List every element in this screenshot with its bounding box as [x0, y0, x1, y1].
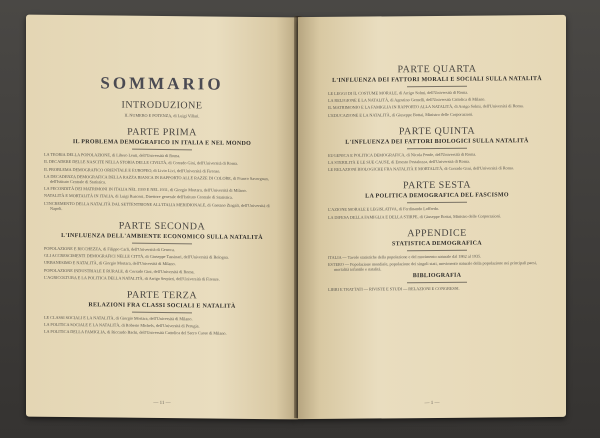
- toc-entry: LA POLITICA SOCIALE E LA NATALITÀ, di Roberto Michels, dell'Università di Perugia.: [44, 322, 200, 329]
- divider: [407, 86, 467, 88]
- toc-entry: LE LEGGI DI IL COSTUME MORALE, di Arrigo Solmi, dell'Università di Roma.: [328, 89, 469, 96]
- toc-entry: IL DECADERE DELLE NASCITE NELLA STORIA DELLE CIVILTÀ, di Corrado Gini, dell'Università di Roma.: [44, 159, 238, 167]
- toc-entry: LA FECONDITÀ DEI MATRIMONI IN ITALIA NEL 1930 E NEL 1931, di Giorgio Mortara, dell'Università di Milano.: [44, 185, 247, 194]
- divider: [132, 243, 192, 245]
- toc-entry: LA POLITICA DELLA FAMIGLIA, di Riccardo Bachi, dell'Università Cattolica del Sacro Cuore di Milano.: [44, 329, 227, 337]
- toc-entry: LA STERILITÀ E LE SUE CAUSE, di Ernesto Pestalozza, dell'Università di Roma.: [328, 158, 470, 165]
- part-title: BIBLIOGRAFIA: [412, 273, 462, 280]
- toc-entry: POPOLAZIONE E RICCHEZZA, di Filippo Carli, dell'Università di Genova.: [44, 245, 175, 253]
- toc-entry: POPOLAZIONE INDUSTRIALE E RURALE, di Corrado Gini, dell'Università di Roma.: [44, 267, 195, 274]
- right-page-content: [298, 15, 566, 419]
- toc-entry: LA DECADENZA DEMOGRAFICA DELLA RAZZA BIANCA IN RAPPORTO ALLE RAZZE DI COLORE, di Franco Savorgnan, dell'Istituto Centrale di Statistica.: [44, 173, 269, 185]
- part-title: LA POLITICA DEMOGRAFICA DEL FASCISMO: [365, 192, 509, 201]
- toc-entry: GLI ACCRESCIMENTI DEMOGRAFICI NELLE CITTÀ, di Giuseppe Tassinari, dell'Università di Bologna.: [44, 252, 229, 260]
- toc-entry: LA DIFESA DELLA FAMIGLIA E DELLA STIRPE, di Giuseppe Bottai, Ministro delle Corporazioni.: [328, 213, 501, 220]
- right-page-number: — 1 —: [424, 400, 440, 407]
- toc-entry: URBANESIMO E NATALITÀ, di Giorgio Mortara, dell'Università di Milano.: [44, 260, 176, 267]
- part-label: APPENDICE: [407, 227, 467, 240]
- toc-entry: ESTERO — Popolazione mondiale, popolazione dei singoli stati, movimento naturale della popolazione nei principali paesi, mortalità infantile e natalità.: [328, 260, 537, 273]
- open-book: [18, 10, 574, 428]
- page-title: SOMMARIO: [100, 73, 224, 94]
- left-page-content: [26, 15, 298, 420]
- toc-entry: L'INCREMENTO DELLA NATALITÀ DAL SETTENTRIONE ALL'ITALIA MERIDIONALE, di Gaetano Zingali, dell'Università di Napoli.: [44, 200, 270, 211]
- divider: [407, 148, 467, 150]
- toc-entry: LE CLASSI SOCIALI E LA NATALITÀ, di Giorgio Mortara, dell'Università di Milano.: [44, 314, 193, 322]
- divider: [132, 149, 192, 151]
- part-label: PARTE QUINTA: [398, 125, 476, 138]
- divider: [407, 202, 467, 204]
- toc-entry: LA TEORIA DELLA POPOLAZIONE, di Libero Lenti, dell'Università di Roma.: [44, 151, 181, 159]
- part-title: STATISTICA DEMOGRAFICA: [392, 240, 482, 248]
- part-title: L'INFLUENZA DEI FATTORI BIOLOGICI SULLA NATALITÀ: [345, 137, 529, 146]
- toc-entry: LA RELIGIONE E LA NATALITÀ, di Agostino Gemelli, dell'Università Cattolica di Milano.: [328, 96, 486, 104]
- toc-entry: LE RELAZIONI BIOLOGICHE FRA NATALITÀ E MORTALITÀ, di Corrado Gini, dell'Università di Roma.: [328, 165, 514, 173]
- part-label: PARTE PRIMA: [127, 126, 197, 139]
- part-label: PARTE TERZA: [126, 289, 198, 302]
- part-title: L'INFLUENZA DEI FATTORI MORALI E SOCIALI SULLA NATALITÀ: [332, 76, 542, 84]
- intro-heading: INTRODUZIONE: [121, 99, 203, 112]
- divider: [132, 312, 192, 314]
- intro-entry: IL NUMERO E POTENZA, di Luigi Villari.: [124, 112, 200, 119]
- toc-entry: EUGENICA E POLITICA DEMOGRAFICA, di Nicola Pende, dell'Università di Roma.: [328, 151, 477, 158]
- toc-entry: IL PROBLEMA DEMOGRAFICO ORIENTALE E EUROPEO, di Livio Livi, dell'Università di Firenze.: [44, 166, 221, 174]
- divider: [407, 282, 467, 284]
- toc-entry: NATALITÀ E MORTALITÀ IN ITALIA, di Luigi Rusconi, Direttore generale dell'Istituto Centrale di Statistica.: [44, 193, 233, 201]
- part-title: IL PROBLEMA DEMOGRAFICO IN ITALIA E NEL MONDO: [72, 139, 252, 148]
- part-title: RELAZIONI FRA CLASSI SOCIALI E NATALITÀ: [88, 302, 236, 310]
- left-page-number: — 11 —: [153, 400, 171, 407]
- toc-entry: IL MATRIMONIO E LA FAMIGLIA IN RAPPORTO ALLA NATALITÀ, di Arrigo Solmi, dell'Università di Roma.: [328, 103, 524, 111]
- toc-entry: L'AZIONE MORALE E LEGISLATIVA, di Ferdinando Loffredo.: [328, 206, 440, 213]
- toc-entry: LIBRI E TRATTATI — RIVISTE E STUDI — RELAZIONI E CONGRESSI.: [328, 286, 460, 293]
- part-label: PARTE QUARTA: [397, 63, 477, 76]
- part-label: PARTE SECONDA: [118, 220, 206, 233]
- toc-entry: ITALIA — Tavole statistiche della popolazione e del movimento naturale dal 1862 al 1935.: [328, 253, 482, 260]
- left-page: [26, 15, 298, 420]
- right-page: [298, 15, 566, 419]
- part-title: L'INFLUENZA DELL'AMBIENTE ECONOMICO SULLA NATALITÀ: [61, 232, 263, 242]
- part-label: PARTE SESTA: [403, 180, 471, 192]
- toc-entry: L'AGRICOLTURA E LA POLITICA DELLA NATALITÀ, di Arrigo Serpieri, dell'Università di Firenze.: [44, 274, 220, 282]
- divider: [407, 250, 467, 252]
- toc-entry: L'EDUCAZIONE E LA NATALITÀ, di Giuseppe Bottai, Ministro delle Corporazioni.: [328, 111, 474, 118]
